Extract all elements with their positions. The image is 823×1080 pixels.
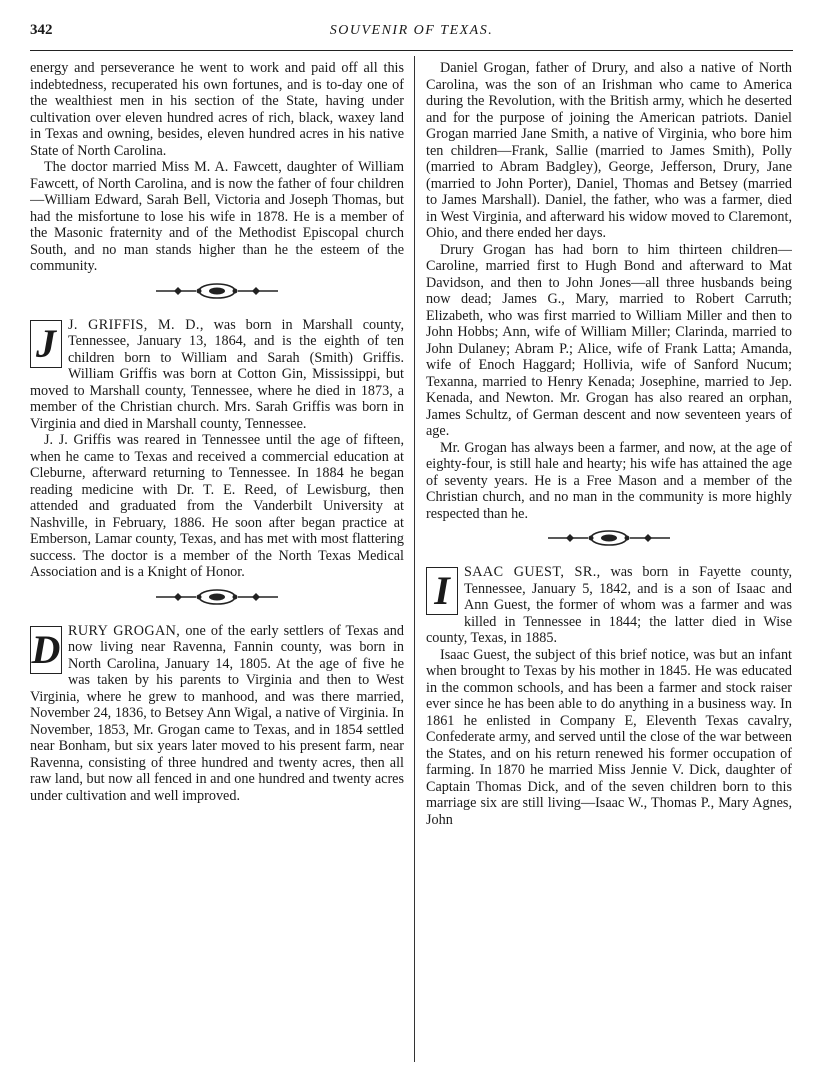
page-header — [30, 22, 793, 44]
continued-paragraph: energy and perseverance he went to work and paid off all this indebtedness, recuperated his own fortunes, and is to-day one of the wealthiest men in his section of the State, having under cultivation over eleven hundred acres of rich, black, waxey land in Texas and owning, besides, eleven hundred acres in his native State of North Carolina. — [30, 60, 404, 159]
griffis-intro-text: was born in Marshall county, Tennessee, January 13, 1864, and is the eighth of ten children born to William and Sarah (Smith) Griffis. William Griffis was born at Cotton Gin, Mississippi, but moved to Marshall county, Tennessee, where he died in 1873, a member of the Christian church. Mrs. Sarah Griffis was born in Virginia and died in Marshall county, Tennessee. — [30, 316, 404, 432]
page-number: 342 — [30, 22, 53, 38]
guest-paragraph: Isaac Guest, the subject of this brief notice, was but an infant when brought to Texas by his mother in 1845. He was educated in the common schools, and has been a farmer and stock raiser ever since he has been able to do anything in a business way. In 1861 he enlisted in Company E, Eleventh Texas cavalry, Confederate army, and served until the close of the war between the States, and on his return renewed his former occupation of farming. In 1870 he married Miss Jennie V. Dick, daughter of Captain Thomas Dick, and of the seven children born to this marriage six are still living—Isaac W., Thomas P., Mary Agnes, John — [426, 646, 792, 828]
ornament-icon — [152, 281, 282, 301]
header-rule — [30, 50, 793, 51]
subject-name: RURY GROGAN, — [68, 622, 181, 639]
dropcap-letter: D — [31, 626, 61, 672]
guest-intro — [426, 564, 792, 647]
grogan-intro — [30, 623, 404, 805]
subject-name: SAAC GUEST, SR., — [464, 564, 601, 580]
running-head: SOUVENIR OF TEXAS. — [329, 23, 494, 38]
left-column — [30, 60, 404, 1066]
doctor-paragraph: The doctor married Miss M. A. Fawcett, daughter of William Fawcett, of North Carolina, and is now the father of four children—William Edward, Sarah Bell, Victoria and Joseph Thomas, but had the misfortune to lose his wife in 1878. He is a member of the Masonic fraternity and of the Methodist Episcopal church South, and no man stands higher than he the esteem of the community. — [30, 159, 404, 274]
column-divider — [414, 56, 415, 1062]
ornament-icon — [544, 528, 674, 548]
section-ornament — [30, 281, 404, 307]
drury-children-paragraph: Drury Grogan has had born to him thirteen children—Caroline, married first to Hugh Bond and afterward to Mat Davidson, and then to John Jones—all three husbands being now dead; James G., Mary, married to Robert Carruth; Elizabeth, who was first married to William Miller and then to John Hobbs; Ann, wife of William Miller; Clarinda, married to John Dulaney; Abram P.; Alice, wife of Frank Latta; Amanda, wife of Enoch Haggard; Hollivia, wife of Sanford Nucum; Texanna, married to Henry Kenada; Josephine, married to Jep. Kenada, and Newton. Mr. Grogan has also reared an orphan, James Schultz, of German descent and now seventeen years of age. — [426, 241, 792, 439]
dropcap-letter: I — [426, 567, 458, 615]
guest-intro-text: was born in Fayette county, Tennessee, January 5, 1842, and is a son of Isaac and Ann Guest, the former of whom was a farmer and was killed in Tennessee in 1844; the latter died in Wise county, Texas, in 1885. — [426, 564, 792, 646]
section-ornament — [30, 587, 404, 613]
griffis-intro — [30, 317, 404, 433]
dropcap-letter: J — [30, 320, 62, 368]
griffis-paragraph: J. J. Griffis was reared in Tennessee until the age of fifteen, when he came to Texas and received a commercial education at Cleburne, afterward returning to Tennessee. In 1884 he began reading medicine with Dr. T. E. Reed, of Lewisburg, then attended and graduated from the Vanderbilt University at Nashville, in February, 1886. He soon after began practice at Emberson, Lamar county, Texas, and has met with most flattering success. The doctor is a member of the North Texas Medical Association and is a Knight of Honor. — [30, 432, 404, 580]
subject-name: J. GRIFFIS, M. D., — [68, 316, 204, 333]
farmer-paragraph: Mr. Grogan has always been a farmer, and now, at the age of eighty-four, is still hale and hearty; his wife has attained the age of seventy years. He is a Free Mason and a member of the Christian church, and no man in the community is more highly respected than he. — [426, 439, 792, 522]
daniel-paragraph: Daniel Grogan, father of Drury, and also a native of North Carolina, was the son of an Irishman who came to America during the Revolution, with the British army, which he deserted and for the purpose of joining the American patriots. Daniel Grogan married Jane Smith, a native of Virginia, who bore him ten children—Frank, Sallie (married to James Smith), Polly (married to Abram Badgley), George, Jefferson, Drury, Jane (married to John Porter), Daniel, Thomas and Betsey (married to James Marshall). Daniel, the father, who was a farmer, died in West Virginia, and afterward his widow moved to Claremont, Ohio, and there ended her days. — [426, 60, 792, 241]
ornament-icon — [152, 587, 282, 607]
right-column — [426, 60, 792, 1066]
grogan-intro-text: one of the early settlers of Texas and now living near Ravenna, Fannin county, was born in North Carolina, January 14, 1805. At the age of five he was taken by his parents to Virginia and then to West Virginia, where he grew to manhood, and was there married, November 24, 1836, to Betsey Ann Wigal, a native of Virginia. In November, 1853, Mr. Grogan came to Texas, and in 1854 settled near Bonham, but six years later moved to his present farm, near Ravenna, consisting of three hundred and twenty acres, then all raw land, but now all fenced in and one hundred and twenty acres under cultivation and well improved. — [30, 622, 404, 804]
section-ornament — [426, 528, 792, 554]
